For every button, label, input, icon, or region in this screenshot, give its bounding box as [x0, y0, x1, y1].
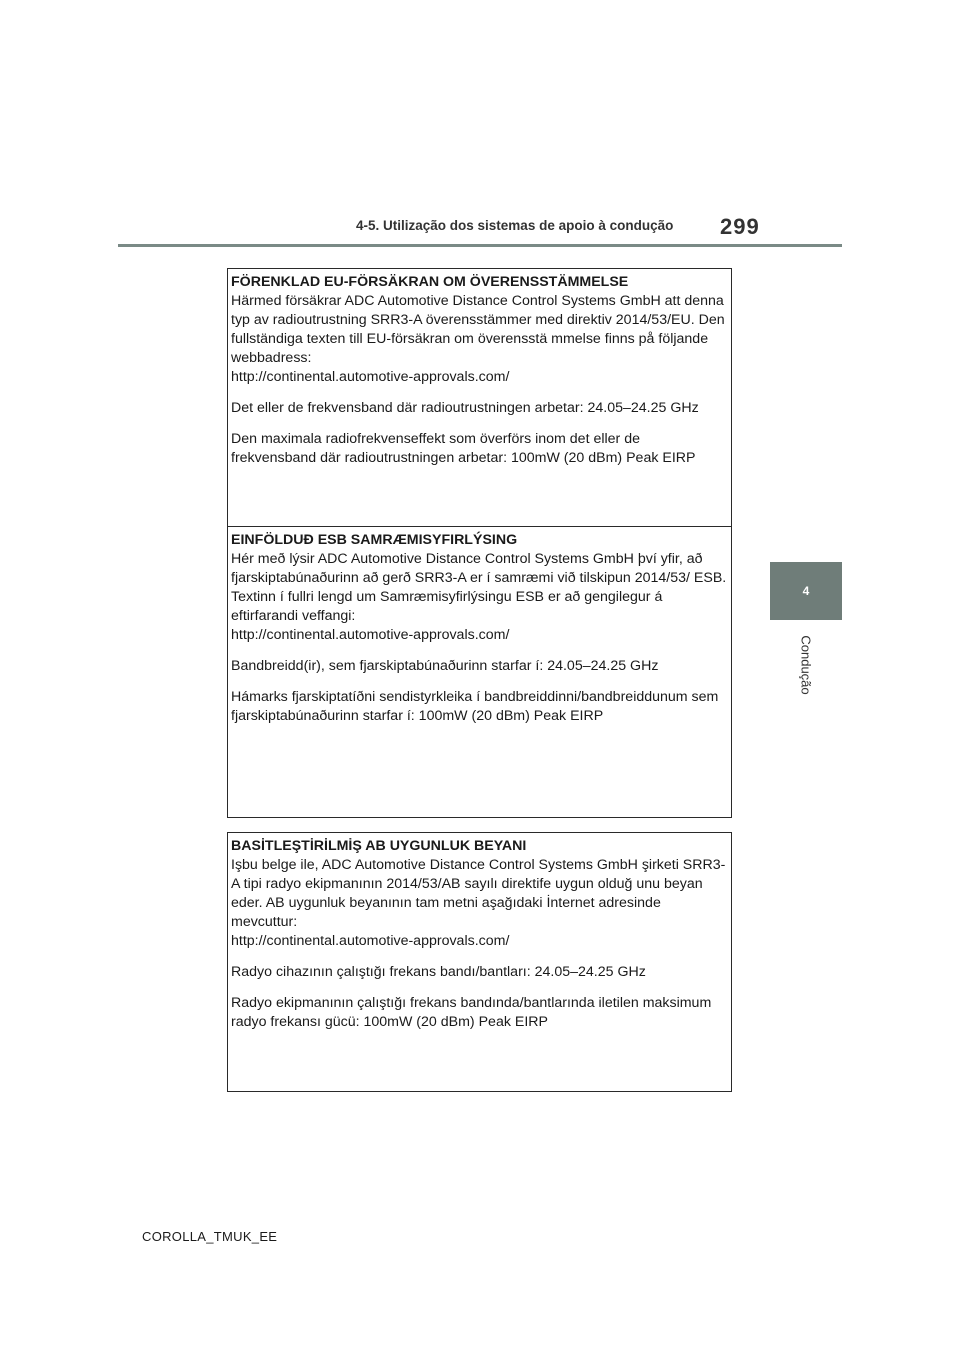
declaration-title: BASİTLEŞTİRİLMİŞ AB UYGUNLUK BEYANI — [231, 838, 527, 854]
max-power-text: Den maximala radiofrekvenseffekt som överförs inom det eller de frekvensband där radioutrustningen arbetar: 100mW (20 dBm) Peak EIRP — [231, 431, 696, 466]
declaration-box-1 — [227, 268, 732, 818]
declaration-icelandic — [228, 526, 731, 726]
declaration-url: http://continental.automotive-approvals.com/ — [231, 933, 510, 949]
frequency-band-text: Radyo cihazının çalıştığı frekans bandı/bantları: 24.05–24.25 GHz — [231, 964, 646, 980]
chapter-label: Condução — [798, 635, 814, 695]
declaration-title: EINFÖLDUÐ ESB SAMRÆMISYFIRLÝSING — [231, 532, 518, 548]
frequency-band-text: Det eller de frekvensband där radioutrustningen arbetar: 24.05–24.25 GHz — [231, 400, 699, 416]
section-header-title: 4-5. Utilização dos sistemas de apoio à condução — [356, 218, 674, 233]
declaration-body: Işbu belge ile, ADC Automotive Distance Control Systems GmbH şirketi SRR3-A tipi radyo ekipmanının 2014/53/AB sayılı direktife uygun olduğ unu beyan eder. AB uygunluk beyanının tam metni aşağıdaki İnternet adresinde mevcuttur: — [231, 857, 726, 930]
declaration-url: http://continental.automotive-approvals.com/ — [231, 627, 510, 643]
max-power-text: Radyo ekipmanının çalıştığı frekans bandında/bantlarında iletilen maksimum radyo frekansı gücü: 100mW (20 dBm) Peak EIRP — [231, 995, 712, 1030]
chapter-tab — [770, 562, 842, 620]
declaration-url: http://continental.automotive-approvals.com/ — [231, 369, 510, 385]
declaration-box-2 — [227, 832, 732, 1092]
page-number: 299 — [720, 214, 760, 239]
declaration-turkish — [228, 833, 731, 1032]
chapter-number: 4 — [802, 584, 810, 598]
declaration-swedish — [228, 269, 731, 526]
frequency-band-text: Bandbreidd(ir), sem fjarskiptabúnaðurinn starfar í: 24.05–24.25 GHz — [231, 658, 659, 674]
max-power-text: Hámarks fjarskiptatíðni sendistyrkleika í bandbreiddinni/bandbreiddunum sem fjarskiptabúnaðurinn starfar í: 100mW (20 dBm) Peak EIRP — [231, 689, 719, 724]
declaration-title: FÖRENKLAD EU-FÖRSÄKRAN OM ÖVERENSSTÄMMELSE — [231, 274, 629, 290]
declaration-body: Härmed försäkrar ADC Automotive Distance Control Systems GmbH att denna typ av radioutrustning SRR3-A överensstämmer med direktiv 2014/53/EU. Den fullständiga texten till EU-försäkran om överensstä mmelse finns på följande webbadress: — [231, 293, 725, 366]
footer-document-code: COROLLA_TMUK_EE — [142, 1229, 278, 1244]
declaration-body: Hér með lýsir ADC Automotive Distance Control Systems GmbH því yfir, að fjarskiptabúnaðurinn að gerð SRR3-A er í samræmi við tilskipun 2014/53/ ESB. Textinn í fullri lengd um Samræmisyfirlýsingu ESB er að gengilegur á eftirfarandi veffangi: — [231, 551, 727, 624]
header-divider — [118, 244, 842, 247]
